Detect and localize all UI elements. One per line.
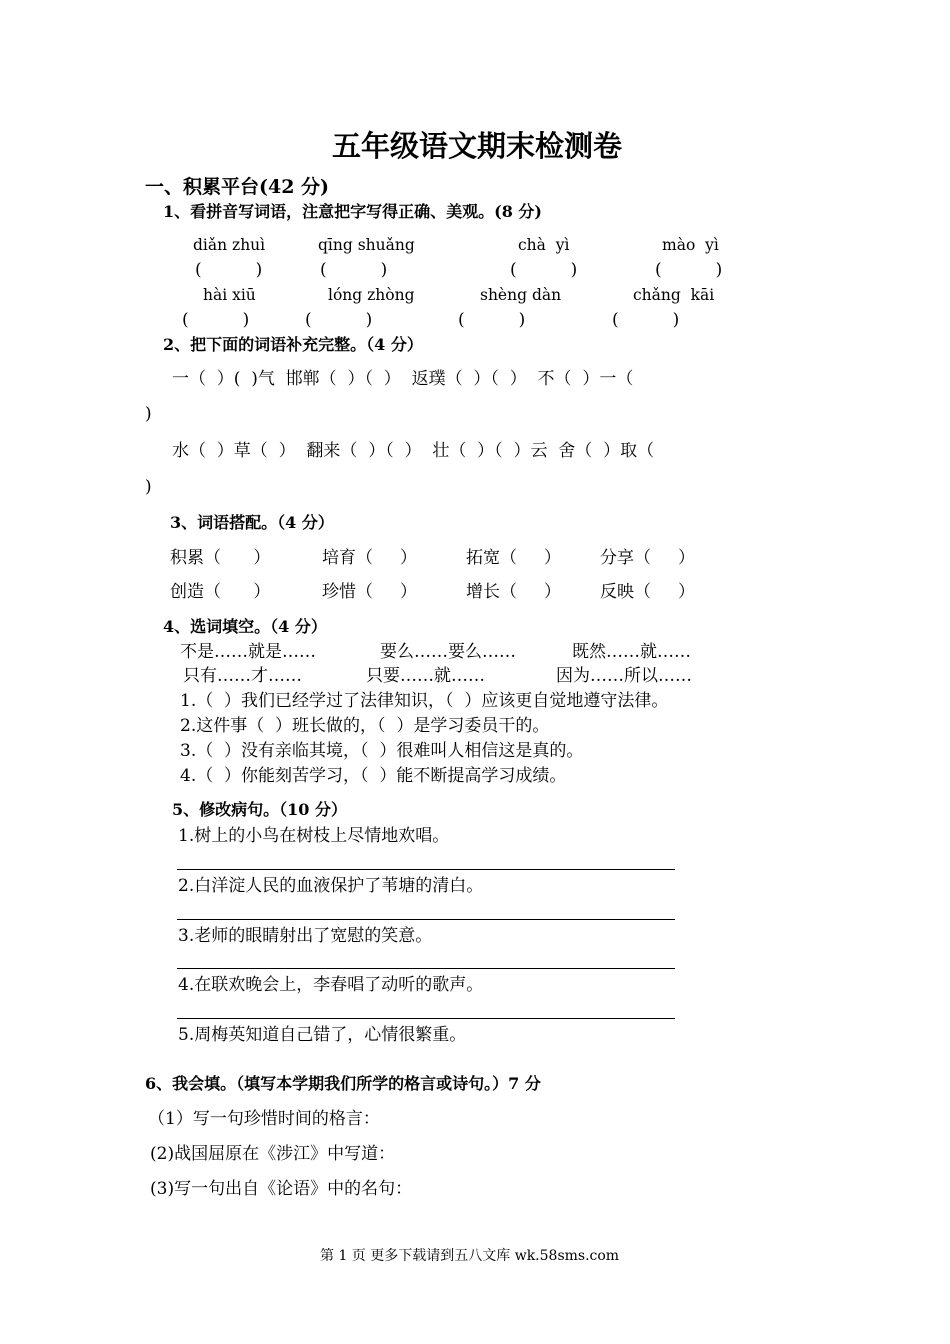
collocation-item: 培育（ ） [322, 548, 418, 568]
answer-line[interactable] [177, 869, 675, 870]
section-1-heading: 一、积累平台(42 分) [145, 176, 330, 198]
page-title: 五年级语文期末检测卷 [332, 129, 623, 163]
q6-heading: 6、我会填。（填写本学期我们所学的格言或诗句。）7 分 [145, 1074, 541, 1093]
fill-item: 2.这件事（ ）班长做的，（ ）是学习委员干的。 [180, 716, 550, 736]
pinyin: mào yì [662, 236, 719, 254]
q5-heading: 5、修改病句。（10 分） [172, 800, 347, 819]
word-option: 只要……就…… [366, 666, 485, 686]
collocation-item: 积累（ ） [170, 548, 271, 568]
pinyin: lóng zhòng [328, 286, 415, 304]
q2-heading: 2、把下面的词语补充完整。（4 分） [163, 335, 423, 354]
word-option: 要么……要么…… [380, 642, 516, 662]
answer-blank[interactable]: ( ) [182, 310, 250, 330]
pinyin: shèng dàn [480, 286, 562, 304]
answer-blank[interactable]: ( ) [510, 260, 578, 280]
word-option: 因为……所以…… [556, 666, 692, 686]
answer-blank[interactable]: ( ) [612, 310, 680, 330]
q3-heading: 3、词语搭配。（4 分） [170, 513, 334, 532]
answer-line[interactable] [177, 919, 675, 920]
sentence-item: 3.老师的眼睛射出了宽慰的笑意。 [178, 926, 433, 946]
collocation-item: 拓宽（ ） [466, 548, 562, 568]
quote-item: （1）写一句珍惜时间的格言： [148, 1109, 380, 1129]
answer-line[interactable] [177, 968, 675, 969]
sentence-item: 2.白洋淀人民的血液保护了苇塘的清白。 [178, 876, 484, 896]
word-option: 只有……才…… [183, 666, 302, 686]
pinyin: chà yì [518, 236, 570, 254]
word-option: 既然……就…… [572, 642, 691, 662]
collocation-item: 创造（ ） [170, 582, 271, 602]
word-option: 不是……就是…… [180, 642, 316, 662]
fill-item: 4.（ ）你能刻苦学习，（ ）能不断提高学习成绩。 [180, 766, 567, 786]
pinyin: qīng shuǎng [318, 236, 415, 254]
sentence-item: 5.周梅英知道自己错了，心情很繁重。 [178, 1025, 467, 1045]
fill-item: 1.（ ）我们已经学过了法律知识，（ ）应该更自觉地遵守法律。 [180, 691, 669, 711]
collocation-item: 反映（ ） [600, 582, 696, 602]
answer-blank[interactable]: ( ) [655, 260, 723, 280]
q4-heading: 4、选词填空。（4 分） [163, 617, 327, 636]
page-footer: 第 1 页 更多下载请到五八文库 wk.58sms.com [320, 1248, 620, 1264]
answer-blank[interactable]: ( ) [305, 310, 373, 330]
pinyin: diǎn zhuì [193, 236, 266, 254]
q2-line-1: 一（ ）( )气 邯郸（ ）（ ） 返璞（ ）（ ） 不（ ）一（ [172, 369, 634, 389]
sentence-item: 1.树上的小鸟在树枝上尽情地欢唱。 [178, 826, 450, 846]
sentence-item: 4.在联欢晚会上，李春唱了动听的歌声。 [178, 975, 484, 995]
answer-blank[interactable]: ( ) [320, 260, 388, 280]
q2-line-2-end: ) [145, 477, 152, 497]
pinyin: hài xiū [203, 286, 256, 304]
quote-item: (3)写一句出自《论语》中的名句： [150, 1179, 413, 1199]
quote-item: (2)战国屈原在《涉江》中写道： [150, 1144, 396, 1164]
collocation-item: 珍惜（ ） [322, 582, 418, 602]
answer-blank[interactable]: ( ) [195, 260, 263, 280]
collocation-item: 分享（ ） [600, 548, 696, 568]
collocation-item: 增长（ ） [466, 582, 562, 602]
answer-line[interactable] [177, 1018, 675, 1019]
answer-blank[interactable]: ( ) [458, 310, 526, 330]
fill-item: 3.（ ）没有亲临其境，（ ）很难叫人相信这是真的。 [180, 741, 584, 761]
q2-line-2: 水（ ）草（ ） 翻来（ ）（ ） 壮（ ）（ ）云 舍（ ）取（ [172, 441, 655, 461]
q2-line-1-end: ) [145, 404, 152, 424]
q1-heading: 1、看拼音写词语，注意把字写得正确、美观。(8 分) [163, 202, 542, 221]
pinyin: chǎng kāi [633, 286, 715, 304]
